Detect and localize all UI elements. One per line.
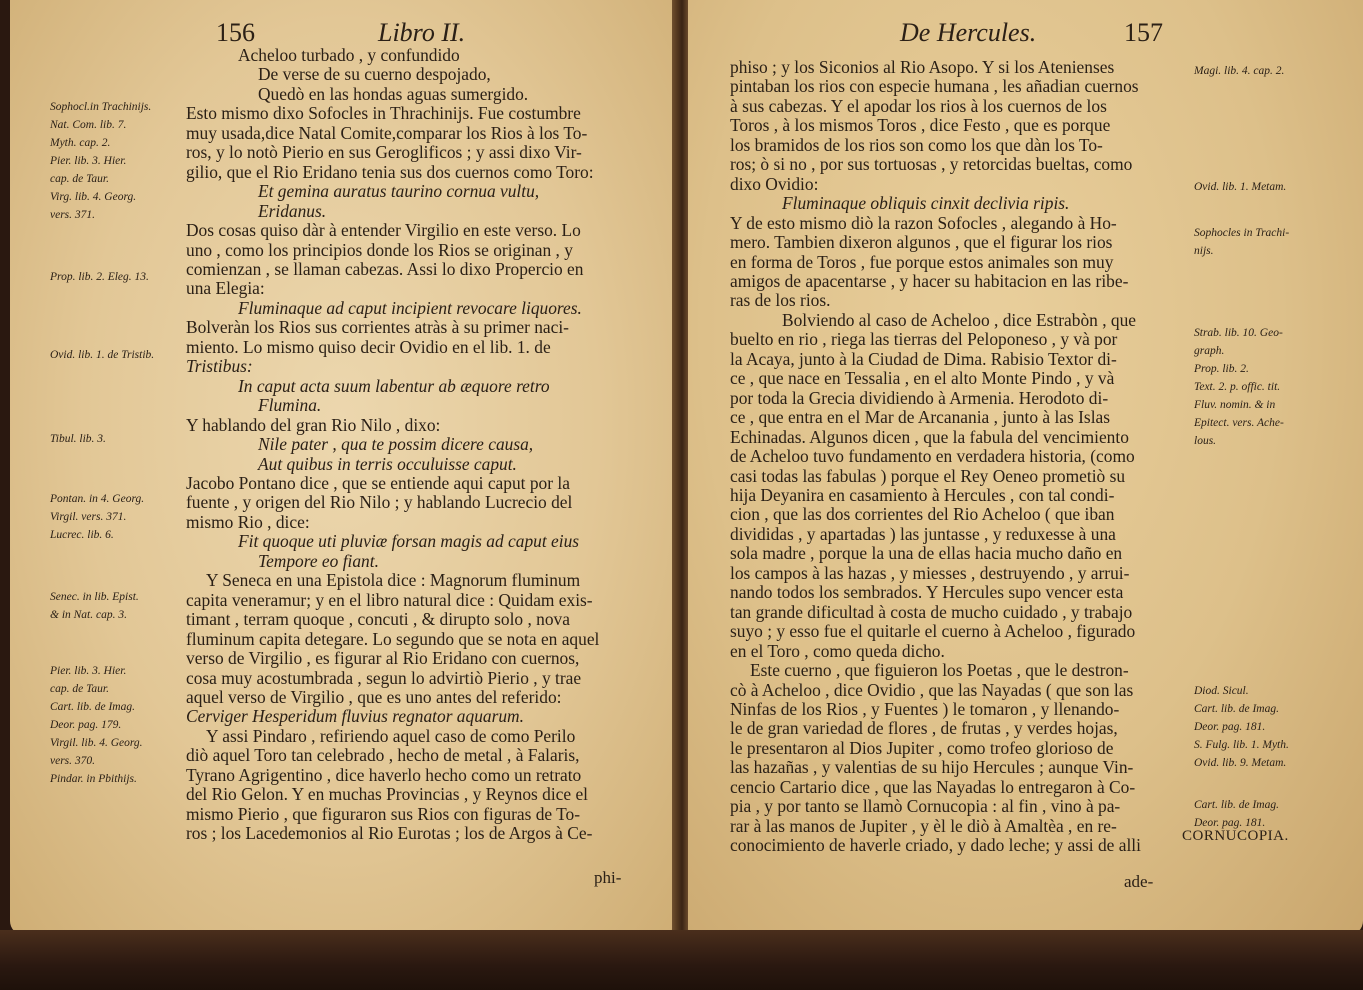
text-line: Y hablando del gran Rio Nilo , dixo:: [186, 415, 441, 435]
text-line: Tyrano Agrigentino , dice haverlo hecho como un retrato: [186, 765, 582, 785]
text-line: cion , que las dos corrientes del Rio Acheloo ( que iban: [730, 505, 1115, 525]
margin-note: Lucrec. lib. 6.: [50, 529, 114, 541]
text-line: diò aquel Toro tan celebrado , hecho de metal , à Falaris,: [186, 746, 580, 766]
margin-note: Ovid. lib. 1. de Tristib.: [50, 349, 155, 361]
text-line: fluminum capita detegare. Lo segundo que se nota en aquel: [186, 629, 600, 649]
margin-note: Cart. lib. de Imag.: [1194, 799, 1279, 811]
margin-note: S. Fulg. lib. 1. Myth.: [1194, 739, 1289, 751]
margin-note: vers. 370.: [50, 755, 96, 767]
text-line: ros; ò si no , por sus tortuosas , y retorcidas bueltas, como: [730, 155, 1133, 175]
margin-note: graph.: [1194, 345, 1225, 357]
text-line: sola madre , porque la una de ellas hacia mucho daño en: [730, 544, 1123, 564]
text-line: gilio, que el Rio Eridano tenia sus dos cuernos como Toro:: [186, 162, 594, 182]
text-line: Jacobo Pontano dice , que se entiende aqui caput por la: [186, 473, 570, 493]
text-line: por toda la Grecia dividiendo à Armenia. Herodoto di-: [730, 388, 1109, 408]
text-line: Acheloo turbado , y confundido: [238, 46, 460, 65]
text-line: ce , que entra en el Mar de Arcanania , junto à las Islas: [730, 408, 1111, 428]
left-page: [10, 0, 672, 935]
text-line: la Acaya, junto à la Ciudad de Dima. Rabisio Textor di-: [730, 349, 1117, 369]
text-line: dixo Ovidio:: [730, 174, 819, 194]
margin-note: Pontan. in 4. Georg.: [50, 493, 145, 505]
text-line: suyo ; y esso fue el quitarle el cuerno à Acheloo , figurado: [730, 622, 1136, 642]
margin-note: Text. 2. p. offic. tit.: [1194, 381, 1281, 393]
margin-note: Tibul. lib. 3.: [50, 433, 106, 445]
margin-note: Cart. lib. de Imag.: [50, 701, 135, 713]
text-line: tan grande dificultad à costa de mucho cuidado , y trabajo: [730, 602, 1133, 622]
text-line: Dos cosas quiso dàr à entender Virgilio en este verso. Lo: [186, 221, 581, 241]
margin-note: Prop. lib. 2.: [1194, 363, 1249, 375]
text-line: cò à Acheloo , dice Ovidio , que las Nayadas ( que son las: [730, 680, 1134, 700]
text-line: Fit quoque uti pluviæ forsan magis ad caput eius: [238, 532, 580, 552]
margin-note: Prop. lib. 2. Eleg. 13.: [50, 271, 149, 283]
text-line: del Rio Gelon. Y en muchas Provincias , y Reynos dice el: [186, 785, 588, 805]
text-line: ce , que nace en Tessalia , en el alto Monte Pindo , y và: [730, 369, 1115, 389]
margin-note: cap. de Taur.: [50, 683, 109, 695]
text-line: buelto en rio , riega las tierras del Peloponeso , y và por: [730, 330, 1118, 350]
text-line: en el Toro , como queda dicho.: [730, 641, 945, 661]
margin-note: Myth. cap. 2.: [50, 137, 111, 149]
margin-note: Sophocles in Trachi-: [1194, 227, 1290, 239]
text-line: Tempore eo fiant.: [258, 551, 379, 571]
catchword-right: ade-: [1124, 872, 1154, 891]
margin-note: Ovid. lib. 9. Metam.: [1194, 757, 1287, 769]
text-line: los campos à las hazas , y miesses , destruyendo , y arrui-: [730, 563, 1130, 583]
text-line: pintaban los rios con especie humana , les añadian cuernos: [730, 77, 1139, 97]
text-line: en forma de Toros , fue porque estos animales son muy: [730, 252, 1114, 272]
text-line: muy usada,dice Natal Comite,comparar los Rios à los To-: [186, 123, 588, 143]
text-line: amigos de apacentarse , y hacer su habitacion en las ribe-: [730, 271, 1129, 291]
text-line: las hazañas , y valentias de su hijo Hercules ; aunque Vin-: [730, 758, 1134, 778]
page-number-right: 157: [1124, 18, 1163, 47]
text-line: conocimiento de haverle criado, y dado leche; y assi de alli: [730, 836, 1141, 856]
margin-note: Ovid. lib. 1. Metam.: [1194, 181, 1287, 193]
margin-note: Deor. pag. 181.: [1194, 721, 1266, 733]
text-line: una Elegia:: [186, 279, 265, 299]
margin-note: Nat. Com. lib. 7.: [50, 119, 127, 131]
text-line: ras de los rios.: [730, 291, 831, 311]
text-line: Ninfas de los Rios , y Fuentes ) le tomaron , y llenando-: [730, 699, 1120, 719]
text-line: mero. Tambien dixeron algunos , que el figurar los rios: [730, 233, 1113, 253]
margin-note: Magi. lib. 4. cap. 2.: [1194, 65, 1285, 77]
text-line: Nile pater , qua te possim dicere causa,: [258, 435, 534, 455]
text-line: rar à las manos de Jupiter , y èl le diò à Amaltèa , en re-: [730, 816, 1117, 836]
text-line: phiso ; y los Siconios al Rio Asopo. Y si los Atenienses: [730, 58, 1115, 77]
margin-note: vers. 371.: [50, 209, 96, 221]
text-line: le presentaron al Dios Jupiter , como trofeo glorioso de: [730, 738, 1114, 758]
margin-note: Deor. pag. 179.: [50, 719, 122, 731]
body-text-left: [186, 46, 640, 844]
text-line: uno , como los principios donde los Rios se originan , y: [186, 240, 573, 260]
text-line: timant , terram quoque , concuti , & dirupto solo , nova: [186, 610, 570, 630]
text-line: hija Deyanira en casamiento à Hercules , con tal condi-: [730, 485, 1115, 505]
text-line: fuente , y origen del Rio Nilo ; y hablando Lucrecio del: [186, 493, 573, 513]
text-line: mismo Pierio , que figuraron sus Rios con figuras de To-: [186, 804, 581, 824]
text-line: Bolveràn los Rios sus corrientes atràs à su primer naci-: [186, 318, 569, 338]
text-line: le de gran variedad de flores , de frutas , y verdes hojas,: [730, 719, 1118, 739]
margin-note: Diod. Sicul.: [1194, 685, 1249, 697]
margin-note: Strab. lib. 10. Geo-: [1194, 327, 1283, 339]
text-line: Aut quibus in terris occuluisse caput.: [258, 454, 517, 474]
text-line: Flumina.: [258, 396, 322, 416]
side-heading-cornucopia: CORNUCOPIA.: [1182, 828, 1289, 844]
text-line: los bramidos de los rios son como los que dàn los To-: [730, 135, 1103, 155]
margin-note: Pier. lib. 3. Hier.: [50, 665, 127, 677]
text-line: Y de esto mismo diò la razon Sofocles , alegando à Ho-: [730, 213, 1117, 233]
margin-note: & in Nat. cap. 3.: [50, 609, 127, 621]
text-line: Et gemina auratus taurino cornua vultu,: [258, 182, 540, 202]
text-line: capita veneramur; y en el libro natural dice : Quidam exis-: [186, 590, 593, 610]
page-number-left: 156: [216, 18, 255, 47]
text-line: Echinadas. Algunos dicen , que la fabula del vencimiento: [730, 427, 1129, 447]
text-line: ros, y lo notò Pierio en sus Geroglificos ; y assi dixo Vir-: [186, 143, 582, 163]
text-line: casi todas las fabulas ) porque el Rey Oeneo prometiò su: [730, 466, 1126, 486]
margin-notes-left: [50, 0, 190, 935]
running-head-right: De Hercules.: [900, 18, 1037, 47]
margin-note: Sophocl.in Trachinijs.: [50, 101, 152, 113]
margin-note: Cart. lib. de Imag.: [1194, 703, 1279, 715]
text-line: Quedò en las hondas aguas sumergido.: [258, 84, 529, 104]
margin-note: Epitect. vers. Ache-: [1194, 417, 1284, 429]
margin-note: Virg. lib. 4. Georg.: [50, 191, 137, 203]
text-line: Tristibus:: [186, 357, 253, 377]
text-line: Toros , à los mismos Toros , dice Festo , que es porque: [730, 116, 1111, 136]
margin-note: Fluv. nomin. & in: [1194, 399, 1276, 411]
text-line: Y Seneca en una Epistola dice : Magnorum fluminum: [206, 571, 581, 591]
margin-note: Pier. lib. 3. Hier.: [50, 155, 127, 167]
text-line: Fluminaque obliquis cinxit declivia ripis.: [782, 194, 1070, 214]
text-line: ros ; los Lacedemonios al Rio Eurotas ; los de Argos à Ce-: [186, 824, 593, 844]
text-line: cencio Cartario dice , que las Nayadas lo entregaron à Co-: [730, 777, 1136, 797]
text-line: mismo Rio , dice:: [186, 512, 310, 532]
margin-note: Senec. in lib. Epist.: [50, 591, 139, 603]
margin-note: cap. de Taur.: [50, 173, 109, 185]
text-line: miento. Lo mismo quiso decir Ovidio en el lib. 1. de: [186, 337, 551, 357]
text-line: aquel verso de Virgilio , que es uno antes del referido:: [186, 687, 562, 707]
text-line: divididas , y apartadas ) las juntasse , y reduxesse à una: [730, 524, 1116, 544]
text-line: Este cuerno , que figuieron los Poetas , que le destron-: [750, 661, 1129, 681]
text-line: verso de Virgilio , es figurar al Rio Eridano con cuernos,: [186, 649, 580, 669]
margin-note: lous.: [1194, 435, 1217, 447]
text-line: Fluminaque ad caput incipient revocare liquores.: [238, 298, 582, 318]
text-line: comienzan , se llaman cabezas. Assi lo dixo Propercio en: [186, 259, 584, 279]
body-text-right: [730, 58, 1182, 856]
right-page: [688, 0, 1363, 935]
text-line: Y assi Pindaro , refiriendo aquel caso de como Perilo: [206, 726, 576, 746]
text-line: In caput acta suum labentur ab æquore retro: [238, 376, 550, 396]
text-line: Bolviendo al caso de Acheloo , dice Estrabòn , que: [782, 310, 1136, 330]
text-line: pia , y por tanto se llamò Cornucopia : al fin , vino à pa-: [730, 797, 1121, 817]
running-head-left: Libro II.: [378, 18, 466, 47]
text-line: de Acheloo tuvo fundamento en verdadera historia, (como: [730, 447, 1135, 467]
text-line: à sus cabezas. Y el apodar los rios à los cuernos de los: [730, 96, 1107, 116]
margin-note: Pindar. in Pbithijs.: [50, 773, 137, 785]
margin-note: Deor. pag. 181.: [1194, 817, 1266, 829]
margin-note: Virgil. vers. 371.: [50, 511, 127, 523]
text-line: Cerviger Hesperidum fluvius regnator aquarum.: [186, 707, 524, 727]
text-line: cosa muy acostumbrada , segun lo advirtiò Pierio , y trae: [186, 668, 582, 688]
margin-notes-right: [1194, 0, 1359, 935]
table-surface: [0, 930, 1363, 990]
text-line: Eridanus.: [258, 201, 327, 221]
text-line: nando todos los sembrados. Y Hercules supo vencer esta: [730, 583, 1124, 603]
text-line: De verse de su cuerno despojado,: [258, 65, 491, 85]
margin-note: Virgil. lib. 4. Georg.: [50, 737, 143, 749]
catchword-left: phi-: [594, 868, 622, 887]
text-line: Esto mismo dixo Sofocles in Thrachinijs. Fue costumbre: [186, 104, 581, 124]
margin-note: nijs.: [1194, 245, 1214, 257]
